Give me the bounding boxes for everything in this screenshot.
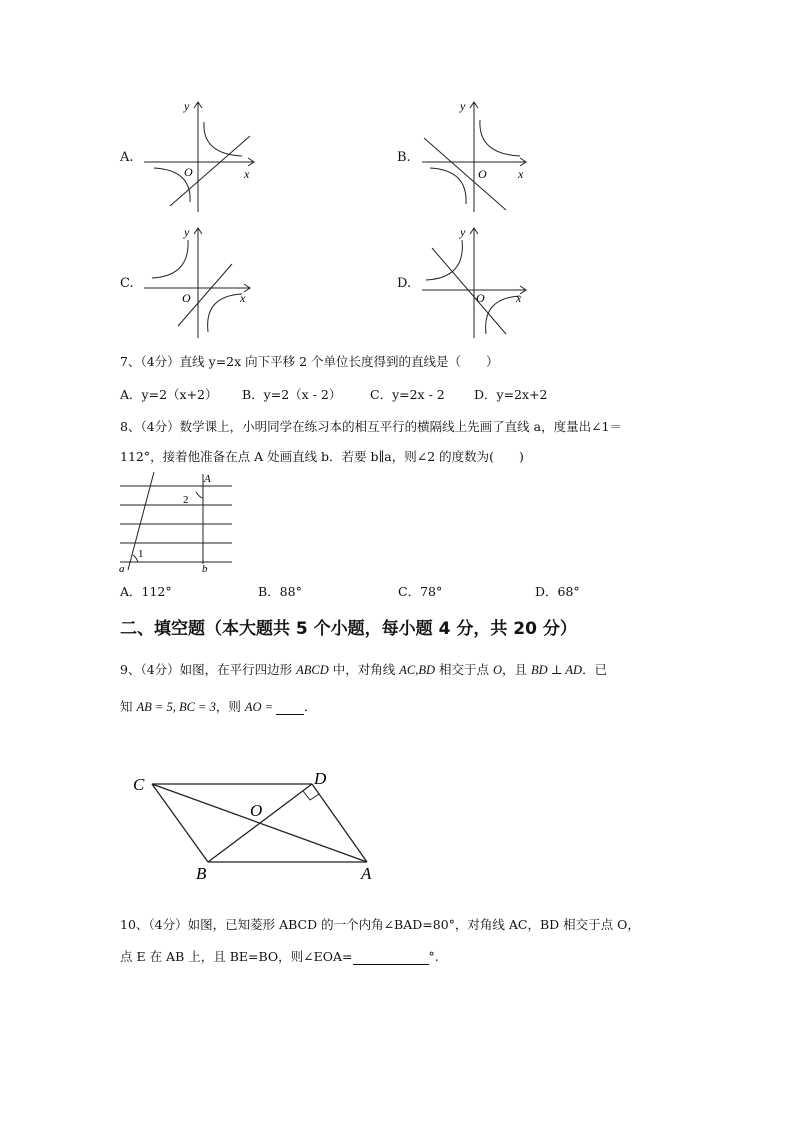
angle-2-label: 2 bbox=[183, 494, 189, 506]
y-axis-label: y bbox=[184, 225, 190, 239]
q7-number: 7、 bbox=[120, 354, 141, 369]
hyperbola-branch-1 bbox=[480, 120, 520, 156]
hyperbola-branch-2 bbox=[430, 168, 466, 204]
q9-abcd: ABCD bbox=[296, 663, 329, 677]
q9-ao: AO = bbox=[244, 700, 274, 714]
x-axis-label: x bbox=[518, 167, 524, 181]
y-axis-label: y bbox=[184, 99, 190, 113]
question-9-line-2 bbox=[120, 697, 317, 715]
q8-choice-c[interactable]: C．78° bbox=[398, 584, 443, 599]
question-10-line-1 bbox=[120, 915, 640, 933]
q9-perpendicular: BD ⊥ AD bbox=[530, 663, 583, 677]
q9-parallelogram-figure bbox=[128, 765, 388, 887]
q10-text-2: 点 E 在 AB 上，且 BE=BO，则∠EOA= bbox=[120, 949, 353, 964]
origin-label: O bbox=[184, 165, 193, 179]
q9-text-e: ．已 bbox=[582, 662, 608, 677]
q9-text-g: ，则 bbox=[215, 699, 245, 714]
option-d-label: D. bbox=[397, 276, 412, 291]
question-8-line-1 bbox=[120, 417, 622, 435]
q8-score: （4分） bbox=[140, 419, 180, 434]
q9-answer-blank[interactable] bbox=[276, 701, 304, 715]
q7-choice-c[interactable]: C．y=2x - 2 bbox=[370, 387, 445, 402]
option-c-label: C. bbox=[120, 276, 134, 291]
line-a-label: a bbox=[119, 563, 125, 575]
side-da bbox=[312, 784, 367, 862]
q10-text-3: °. bbox=[428, 949, 439, 964]
question-8-line-2 bbox=[120, 447, 524, 465]
q10-number: 10、 bbox=[120, 917, 149, 932]
q9-text-c: 相交于点 bbox=[435, 662, 493, 677]
line-b-label: b bbox=[202, 563, 208, 575]
hyperbola-branch-1 bbox=[152, 240, 188, 278]
q7-text: 直线 y=2x 向下平移 2 个单位长度得到的直线是（ ） bbox=[179, 354, 499, 369]
q9-text-b: 中，对角线 bbox=[328, 662, 400, 677]
vertex-c-label: C bbox=[133, 775, 145, 794]
q8-choice-a[interactable]: A．112° bbox=[120, 584, 172, 599]
q10-text-1: 如图，已知菱形 ABCD 的一个内角∠BAD=80°，对角线 AC，BD 相交于点 O， bbox=[187, 917, 640, 932]
hyperbola-branch-2 bbox=[486, 296, 520, 334]
option-a-label: A. bbox=[120, 150, 134, 165]
question-7 bbox=[120, 352, 499, 370]
option-c-graph bbox=[138, 222, 268, 344]
right-angle-mark bbox=[303, 791, 319, 800]
q9-point-o: O bbox=[492, 663, 502, 677]
origin-label: O bbox=[182, 291, 191, 305]
q9-text-f: 知 bbox=[120, 699, 137, 714]
vertex-d-label: D bbox=[314, 769, 327, 788]
x-axis-label: x bbox=[240, 291, 246, 305]
hyperbola-branch-2 bbox=[208, 294, 242, 332]
option-b-label: B. bbox=[397, 150, 411, 165]
x-axis-label: x bbox=[244, 167, 250, 181]
q8-choice-d[interactable]: D．68° bbox=[535, 584, 580, 599]
q7-choice-d[interactable]: D．y=2x+2 bbox=[474, 387, 548, 402]
straight-line bbox=[170, 136, 250, 206]
q9-text-d: ，且 bbox=[501, 662, 531, 677]
q7-choice-b[interactable]: B．y=2（x - 2） bbox=[242, 387, 342, 402]
q9-text-a: 如图，在平行四边形 bbox=[179, 662, 297, 677]
origin-label: O bbox=[476, 291, 485, 305]
q8-choice-b[interactable]: B．88° bbox=[258, 584, 302, 599]
question-10-line-2 bbox=[120, 947, 439, 965]
q9-given: AB = 5, BC = 3 bbox=[136, 700, 216, 714]
q9-number: 9、 bbox=[120, 662, 141, 677]
q10-score: （4分） bbox=[148, 917, 188, 932]
y-axis-label: y bbox=[460, 225, 466, 239]
option-a-graph bbox=[138, 96, 268, 218]
q7-choice-a[interactable]: A．y=2（x+2） bbox=[120, 387, 218, 402]
q9-score: （4分） bbox=[140, 662, 180, 677]
hyperbola-branch-1 bbox=[426, 240, 462, 280]
side-bc bbox=[152, 784, 208, 862]
origin-label: O bbox=[478, 167, 487, 181]
option-d-graph bbox=[414, 222, 544, 344]
angle-1-label: 1 bbox=[138, 548, 144, 560]
hyperbola-branch-1 bbox=[204, 122, 242, 156]
q8-text-2: 112°，接着他准备在点 A 处画直线 b．若要 b∥a，则∠2 的度数为( ) bbox=[120, 449, 524, 464]
point-o-label: O bbox=[250, 801, 263, 820]
straight-line bbox=[424, 138, 506, 210]
section-2-title: 二、填空题（本大题共 5 个小题，每小题 4 分，共 20 分） bbox=[120, 619, 577, 639]
diagonal-bd bbox=[208, 784, 312, 862]
point-a-label: A bbox=[204, 473, 211, 485]
straight-line bbox=[432, 248, 506, 334]
y-axis-label: y bbox=[460, 99, 466, 113]
vertex-b-label: B bbox=[196, 864, 207, 883]
question-9-line-1 bbox=[120, 660, 607, 678]
q8-text-1: 数学课上，小明同学在练习本的相互平行的横隔线上先画了直线 a，度量出∠1＝ bbox=[179, 419, 623, 434]
x-axis-label: x bbox=[516, 291, 522, 305]
q10-answer-blank[interactable] bbox=[353, 951, 429, 965]
angle-2-arc bbox=[196, 492, 203, 498]
q9-text-h: ． bbox=[304, 699, 317, 714]
q9-diagonals: AC,BD bbox=[399, 663, 435, 677]
q8-number: 8、 bbox=[120, 419, 141, 434]
option-b-graph bbox=[414, 96, 544, 218]
vertex-a-label: A bbox=[361, 864, 372, 883]
q7-score: （4分） bbox=[140, 354, 180, 369]
q8-figure bbox=[116, 470, 238, 576]
